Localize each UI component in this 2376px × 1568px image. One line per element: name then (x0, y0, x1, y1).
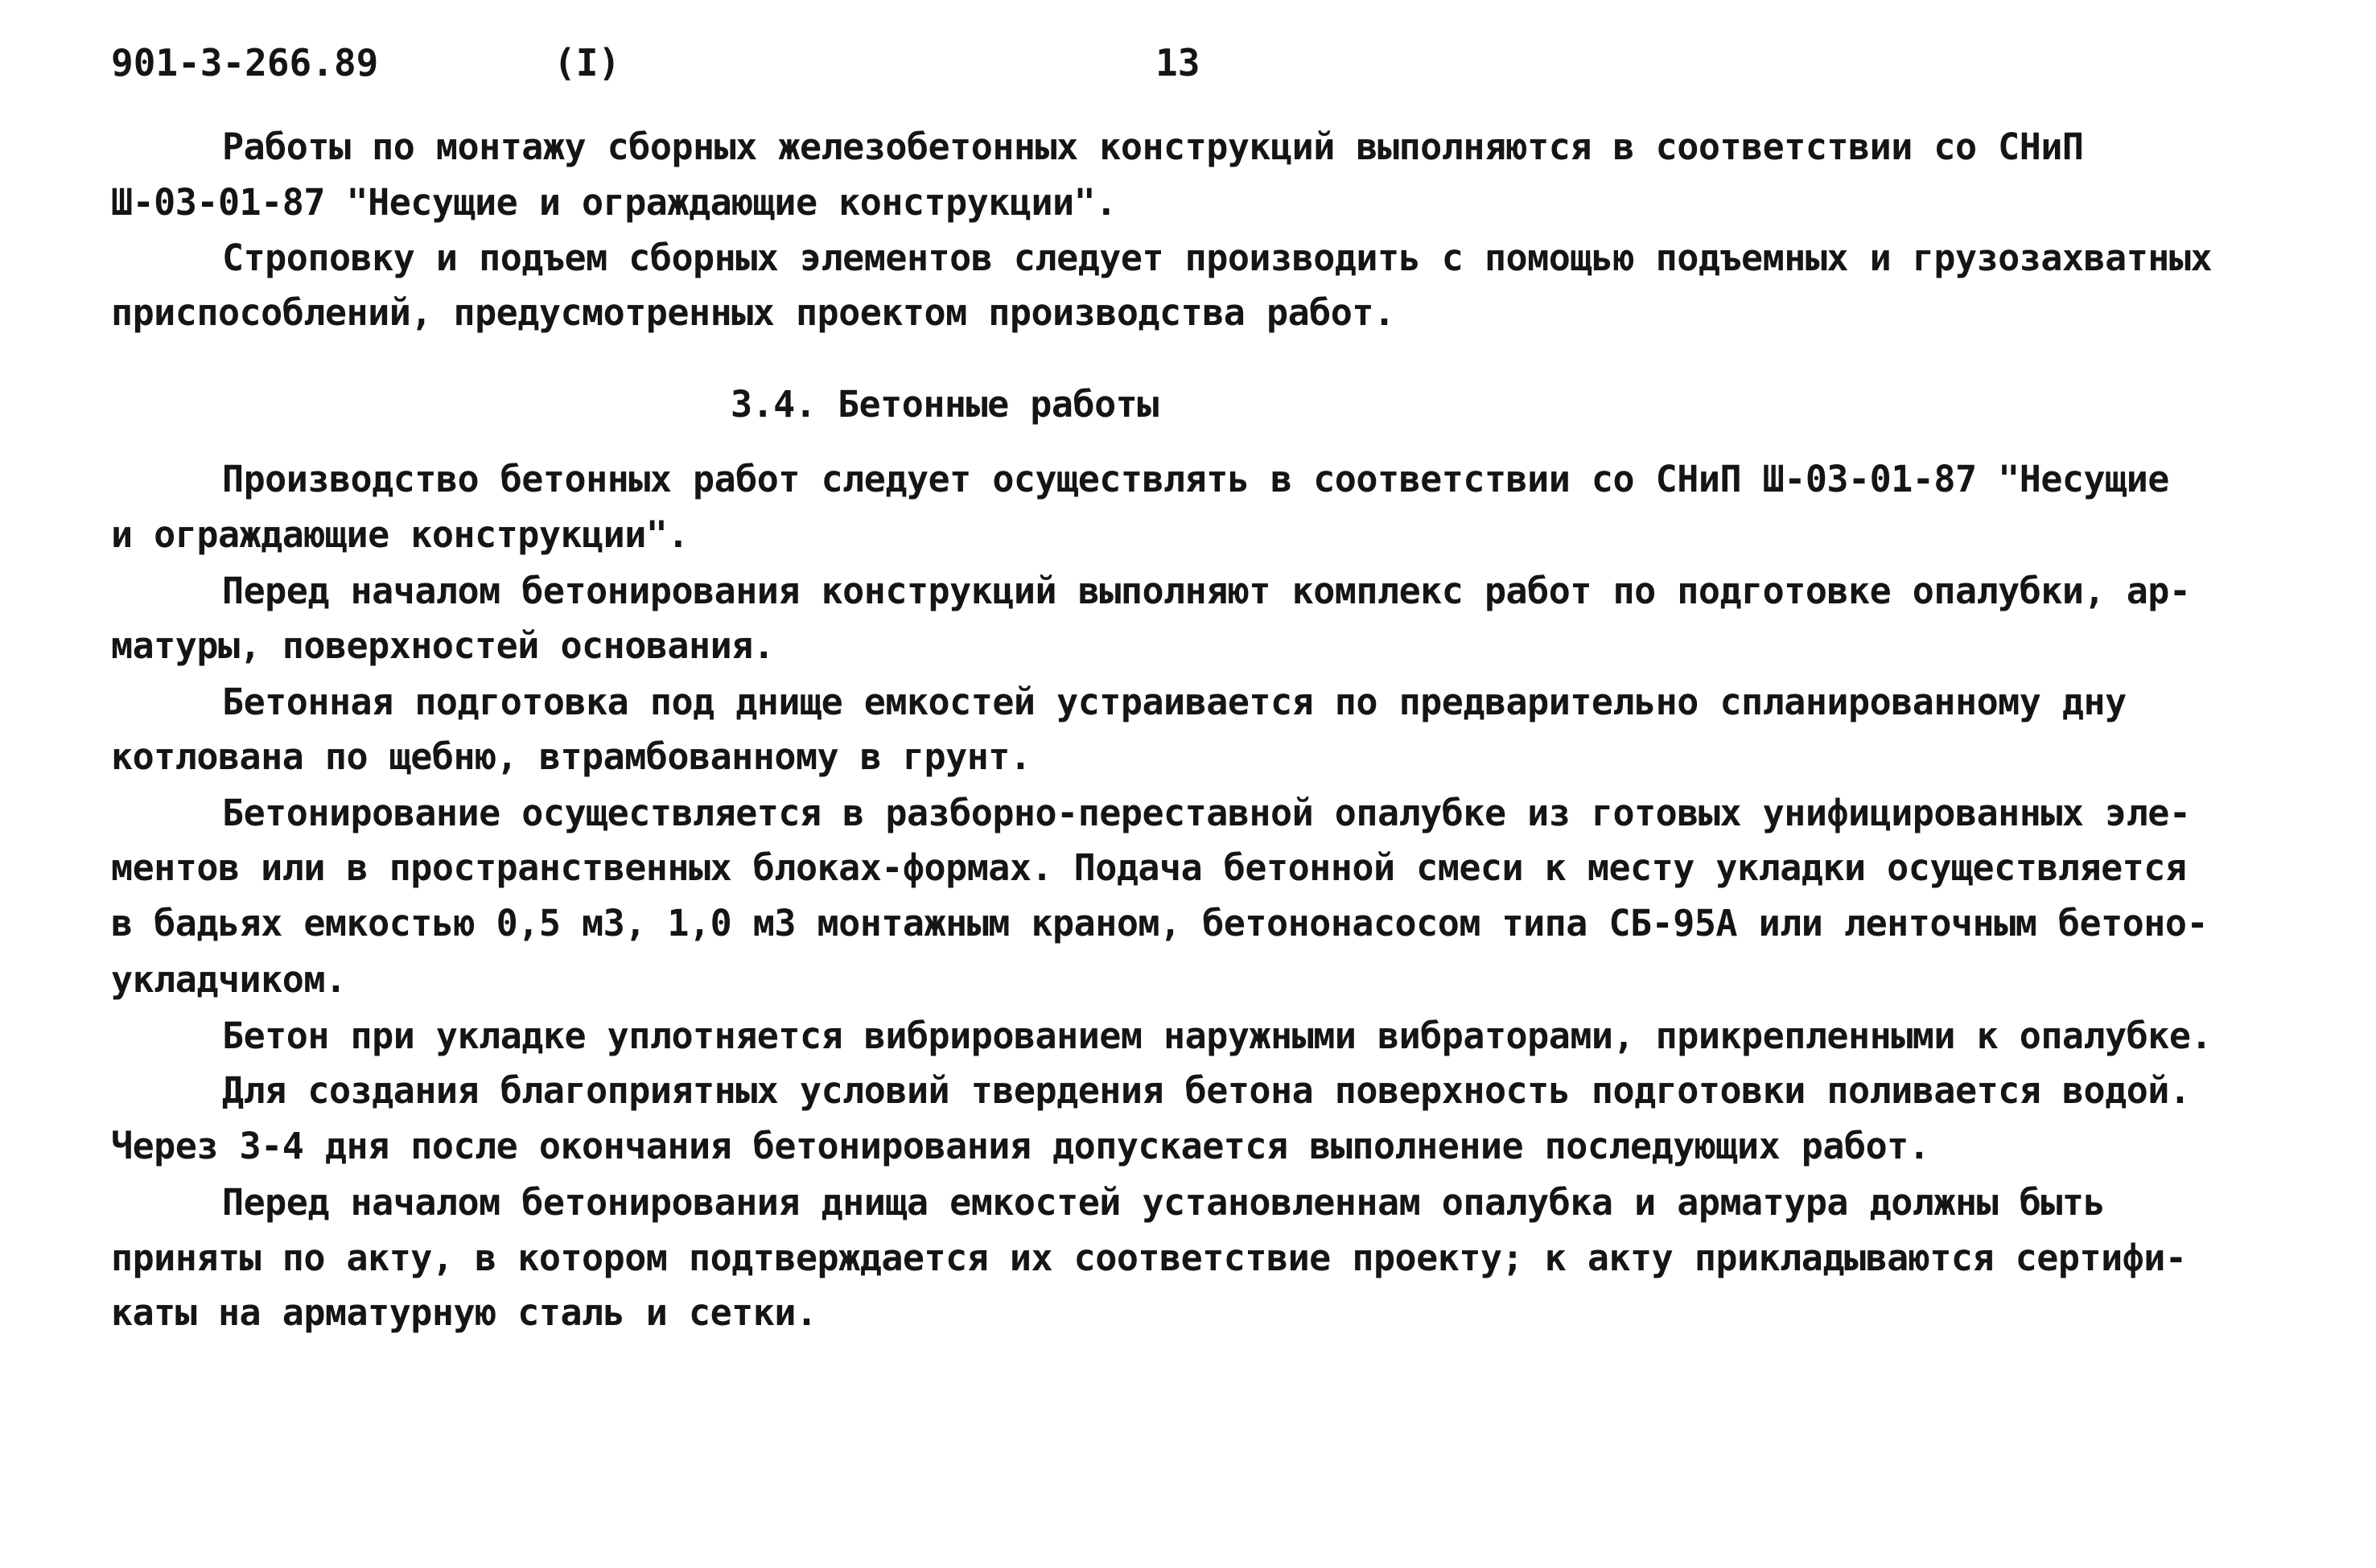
paragraph-line: Перед началом бетонирования конструкций выполняют комплекс работ по подготовке опалубки, ар- (222, 570, 2191, 612)
paragraph-line: и ограждающие конструкции". (111, 513, 689, 556)
paragraph-line: Работы по монтажу сборных железобетонных конструкций выполняются в соответствии со СНиП (222, 126, 2084, 168)
paragraph-line: Ш-03-01-87 "Несущие и ограждающие конструкции". (111, 181, 1117, 224)
paragraph-line: Строповку и подъем сборных элементов следует производить с помощью подъемных и грузозахватных (222, 237, 2213, 279)
paragraph-line: Бетонная подготовка под днище емкостей устраивается по предварительно спланированному дну (222, 681, 2127, 723)
paragraph-line: котлована по щебню, втрамбованному в грунт. (111, 735, 1032, 778)
paragraph-line: матуры, поверхностей основания. (111, 624, 775, 667)
document-part: (I) (554, 41, 621, 84)
paragraph-line: приняты по акту, в котором подтверждается их соответствие проекту; к акту прикладываются сертифи- (111, 1237, 2187, 1279)
paragraph-line: Для создания благоприятных условий твердения бетона поверхность подготовки поливается водой. (222, 1069, 2191, 1112)
paragraph-line: Перед началом бетонирования днища емкостей установленнам опалубка и арматура должны быть (222, 1181, 2106, 1224)
paragraph-line: Бетон при укладке уплотняется вибрированием наружными вибраторами, прикрепленными к опалубке. (222, 1014, 2213, 1057)
paragraph-line: приспособлений, предусмотренных проектом производства работ. (111, 291, 1395, 334)
paragraph-line: в бадьях емкостью 0,5 м3, 1,0 м3 монтажным краном, бетононасосом типа СБ-95А или ленточным бетоно- (111, 902, 2209, 945)
paragraph-line: Бетонирование осуществляется в разборно-переставной опалубке из готовых унифицированных эле- (222, 792, 2191, 834)
paragraph-line: каты на арматурную сталь и сетки. (111, 1291, 817, 1334)
paragraph-line: Через 3-4 дня после окончания бетонирования допускается выполнение последующих работ. (111, 1125, 1930, 1167)
section-heading: 3.4. Бетонные работы (731, 383, 1159, 426)
document-code: 901-3-266.89 (111, 41, 379, 84)
paragraph-line: укладчиком. (111, 958, 347, 1001)
paragraph-line: Производство бетонных работ следует осуществлять в соответствии со СНиП Ш-03-01-87 "Несущие (222, 458, 2169, 500)
page-number: 13 (1155, 41, 1200, 84)
paragraph-line: ментов или в пространственных блоках-формах. Подача бетонной смеси к месту укладки осуществляется (111, 846, 2187, 889)
